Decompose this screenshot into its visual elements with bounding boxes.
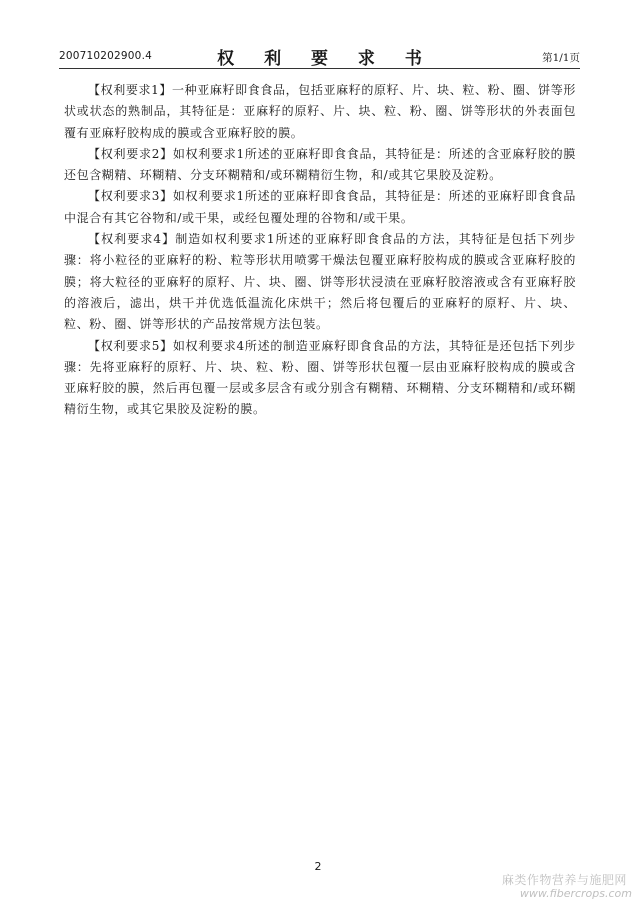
claim-5: 【权利要求5】如权利要求4所述的制造亚麻籽即食食品的方法，其特征是还包括下列步骤：先将亚麻籽的原籽、片、块、粒、粉、圈、饼等形状包覆一层由亚麻籽胶构成的膜或含亚麻籽胶的膜，然后再包覆一层或多层含有或分别含有糊精、环糊精、分支环糊精和/或环糊精衍生物，或其它果胶及淀粉的膜。 [64, 338, 576, 417]
claims-body [64, 80, 576, 421]
application-number: 200710202900.4 [59, 50, 152, 62]
page-number: 2 [314, 860, 322, 873]
document-title: 权 利 要 求 书 [217, 49, 434, 69]
watermark-url: www.fibercrops.com [519, 887, 632, 900]
watermark-site-name: 麻类作物营养与施肥网 [501, 873, 627, 887]
claim-4: 【权利要求4】制造如权利要求1所述的亚麻籽即食食品的方法，其特征是包括下列步骤：将小粒径的亚麻籽的粉、粒等形状用喷雾干燥法包覆亚麻籽胶构成的膜或含亚麻籽胶的膜；将大粒径的亚麻籽的原籽、片、块、圈、饼等形状浸渍在亚麻籽胶溶液或含有亚麻籽胶的溶液后，滤出，烘干并优选低温流化床烘干；然后将包覆后的亚麻籽的原籽、片、块、粒、粉、圈、饼等形状的产品按常规方法包装。 [64, 232, 576, 332]
page-label: 第1/1页 [542, 52, 580, 64]
claim-3: 【权利要求3】如权利要求1所述的亚麻籽即食食品，其特征是：所述的亚麻籽即食食品中混合有其它谷物和/或干果，或经包覆处理的谷物和/或干果。 [64, 189, 576, 225]
header-divider [59, 68, 580, 69]
claim-1: 【权利要求1】一种亚麻籽即食食品，包括亚麻籽的原籽、片、块、粒、粉、圈、饼等形状或状态的熟制品，其特征是：亚麻籽的原籽、片、块、粒、粉、圈、饼等形状的外表面包覆有亚麻籽胶构成的膜或含亚麻籽胶的膜。 [64, 83, 576, 140]
document-header [59, 44, 580, 68]
watermark [502, 873, 632, 901]
claim-2: 【权利要求2】如权利要求1所述的亚麻籽即食食品，其特征是：所述的含亚麻籽胶的膜还包含糊精、环糊精、分支环糊精和/或环糊精衍生物，和/或其它果胶及淀粉。 [64, 146, 576, 183]
